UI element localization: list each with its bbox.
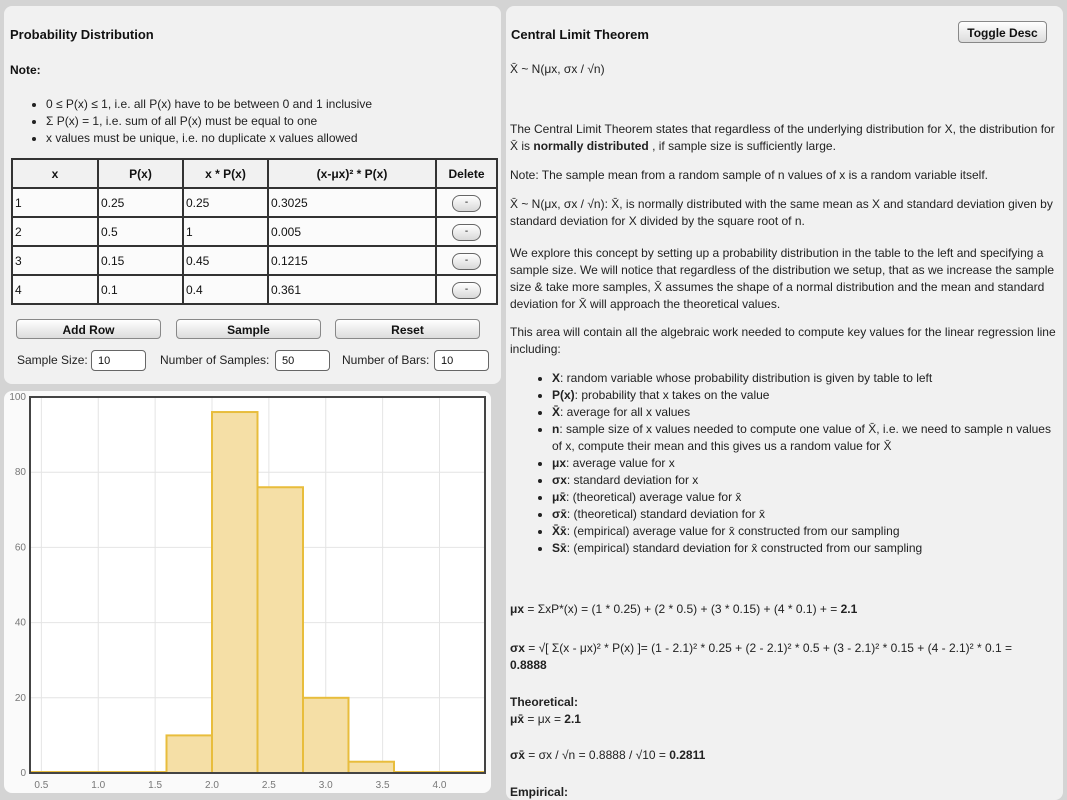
num-bars-label: Number of Bars:: [342, 353, 430, 367]
header-delete: Delete: [436, 159, 497, 188]
definition-desc: : probability that x takes on the value: [574, 388, 770, 402]
x-tick-label: 2.0: [205, 780, 219, 791]
delete-row-button[interactable]: -: [452, 282, 481, 299]
mu-xbar-value: 2.1: [564, 712, 581, 726]
add-row-button[interactable]: Add Row: [16, 319, 161, 339]
clt-area-text: This area will contain all the algebraic work needed to compute key values for the linear regression line including:: [510, 325, 1056, 356]
definition-term: μx: [552, 456, 567, 470]
definition-item: [552, 506, 1058, 523]
cell-x[interactable]: 2: [12, 217, 98, 246]
delete-row-button[interactable]: -: [452, 253, 481, 270]
sigma-xbar-symbol: σx̄: [510, 748, 525, 762]
header-px: P(x): [98, 159, 183, 188]
definition-term: σx̄: [552, 507, 567, 521]
reset-button[interactable]: Reset: [335, 319, 480, 339]
histogram-bar: [258, 487, 304, 773]
y-tick-label: 20: [14, 692, 26, 704]
cell-x[interactable]: 4: [12, 275, 98, 304]
cell-px[interactable]: 0.25: [98, 188, 183, 217]
cell-px[interactable]: 0.15: [98, 246, 183, 275]
mu-x-expression: = ΣxP*(x) = (1 * 0.25) + (2 * 0.5) + (3 * 0.15) + (4 * 0.1) + =: [524, 602, 841, 616]
x-tick-label: 3.0: [318, 780, 333, 791]
y-tick-label: 100: [9, 392, 26, 403]
table-row: [12, 217, 497, 246]
definition-desc: : average value for x: [566, 456, 675, 470]
definition-item: [552, 370, 1058, 387]
sigma-x-expression: = √[ Σ(x - μx)² * P(x) ]= (1 - 2.1)² * 0.25 + (2 - 2.1)² * 0.5 + (3 - 2.1)² * 0.15 + (4 - 2.1)² * 0.1 =: [524, 641, 1012, 655]
cell-xpx: 0.45: [183, 246, 268, 275]
clt-emphasis: normally distributed: [533, 139, 649, 153]
y-tick-label: 40: [14, 617, 26, 629]
histogram-bar: [303, 698, 349, 773]
x-tick-label: 1.5: [148, 780, 163, 791]
header-variance-term: (x-μx)² * P(x): [268, 159, 436, 188]
x-tick-label: 3.5: [375, 780, 390, 791]
histogram-bar: [167, 735, 213, 773]
note-item: • Σ P(x) = 1, i.e. sum of all P(x) must be equal to one: [46, 113, 372, 130]
definition-desc: : (empirical) average value for x̄ constructed from our sampling: [566, 524, 900, 538]
theoretical-label: Theoretical:: [510, 695, 579, 709]
y-tick-label: 80: [14, 467, 26, 479]
cell-px[interactable]: 0.5: [98, 217, 183, 246]
cell-xpx: 1: [183, 217, 268, 246]
x-tick-label: 4.0: [432, 780, 447, 791]
clt-title: Central Limit Theorem: [511, 27, 649, 42]
definition-item: [552, 489, 1058, 506]
definition-desc: : random variable whose probability distribution is given by table to left: [560, 371, 933, 385]
sigma-xbar-expression: = σx / √n = 0.8888 / √10 =: [524, 748, 670, 762]
mu-x-value: 2.1: [840, 602, 858, 616]
note-item: • 0 ≤ P(x) ≤ 1, i.e. all P(x) have to be between 0 and 1 inclusive: [46, 96, 372, 113]
definition-desc: : (theoretical) average value for x̄: [566, 490, 742, 504]
sigma-x-value: 0.8888: [510, 658, 547, 672]
cell-variance-term: 0.361: [268, 275, 436, 304]
definition-term: μx̄: [552, 490, 567, 504]
definition-desc: : sample size of x values needed to compute one value of X̄, i.e. we need to sample n values of x, compute their mean and this gives us a random value for X̄: [552, 422, 1051, 453]
definition-term: X̄: [552, 405, 561, 419]
cell-xpx: 0.4: [183, 275, 268, 304]
sigma-x-calc: [510, 640, 1058, 674]
definition-term: X̄x̄: [552, 524, 567, 538]
num-bars-input[interactable]: 10: [434, 350, 489, 371]
header-x: x: [12, 159, 98, 188]
clt-distribution-text: X̄ ~ N(μx, σx / √n): X̄, is normally distributed with the same mean as X and standard deviation given by standard deviation for X divided by the square root of n.: [510, 197, 1053, 228]
sigma-x-symbol: σx: [510, 641, 525, 655]
cell-xpx: 0.25: [183, 188, 268, 217]
definition-desc: : average for all x values: [560, 405, 691, 419]
notes-list: [30, 96, 372, 147]
x-tick-label: 1.0: [91, 780, 106, 791]
clt-text: , if sample size is sufficiently large.: [652, 139, 836, 153]
num-samples-label: Number of Samples:: [160, 353, 270, 367]
definition-term: n: [552, 422, 560, 436]
empirical-label: Empirical:: [510, 785, 569, 799]
definition-item: [552, 540, 1058, 557]
histogram-panel: [4, 391, 491, 793]
mu-x-calc: [510, 601, 1058, 618]
mu-xbar-symbol: μx̄: [510, 712, 525, 726]
definition-term: σx: [552, 473, 567, 487]
note-label: Note:: [10, 63, 41, 77]
theoretical-mu: [510, 711, 1058, 728]
histogram-bar: [212, 412, 258, 773]
distribution-table: [11, 158, 498, 305]
definition-desc: : (theoretical) standard deviation for x̄: [566, 507, 765, 521]
theoretical-sigma: [510, 747, 1058, 764]
cell-variance-term: 0.3025: [268, 188, 436, 217]
y-tick-label: 60: [14, 542, 26, 554]
clt-note: Note: The sample mean from a random sample of n values of x is a random variable itself.: [510, 168, 989, 182]
delete-row-button[interactable]: -: [452, 195, 481, 212]
table-row: [12, 246, 497, 275]
definition-item: [552, 421, 1058, 455]
header-xpx: x * P(x): [183, 159, 268, 188]
definition-desc: : (empirical) standard deviation for x̄ constructed from our sampling: [566, 541, 923, 555]
toggle-desc-button[interactable]: Toggle Desc: [958, 21, 1047, 43]
cell-px[interactable]: 0.1: [98, 275, 183, 304]
clt-paragraph: [510, 121, 1058, 155]
definition-term: Sx̄: [552, 541, 567, 555]
cell-variance-term: 0.005: [268, 217, 436, 246]
definitions-list: [510, 370, 1058, 557]
definition-term: P(x): [552, 388, 575, 402]
definition-item: [552, 387, 1058, 404]
cell-x[interactable]: 1: [12, 188, 98, 217]
definition-term: X: [552, 371, 561, 385]
cell-variance-term: 0.1215: [268, 246, 436, 275]
delete-row-button[interactable]: -: [452, 224, 481, 241]
histogram-bar: [349, 762, 395, 773]
definition-desc: : standard deviation for x: [566, 473, 699, 487]
panel-title: Probability Distribution: [10, 27, 154, 42]
definition-item: [552, 404, 1058, 421]
sigma-xbar-value: 0.2811: [669, 748, 706, 762]
note-item: • x values must be unique, i.e. no duplicate x values allowed: [46, 130, 372, 147]
histogram-chart: [4, 391, 491, 793]
sample-size-label: Sample Size:: [17, 353, 88, 367]
clt-text: The Central Limit Theorem states that regardless of the underlying distribution for X, the distribution for X̄ is: [510, 122, 1055, 153]
clt-explore-text: We explore this concept by setting up a probability distribution in the table to the left and specifying a sample size. We will notice that regardless of the distribution we setup, that as we increase the sample size & take more samples, X̄ assumes the shape of a normal distribution and the mean and standard deviation for X̄ will approach the theoretical values.: [510, 246, 1055, 311]
clt-formula: X̄ ~ N(μx, σx / √n): [510, 62, 605, 76]
table-row: [12, 188, 497, 217]
mu-x-symbol: μx: [510, 602, 525, 616]
sample-size-input[interactable]: 10: [91, 350, 146, 371]
y-tick-label: 0: [20, 768, 26, 779]
x-tick-label: 0.5: [34, 780, 49, 791]
table-row: [12, 275, 497, 304]
definition-item: [552, 455, 1058, 472]
clt-panel: [506, 6, 1063, 800]
num-samples-input[interactable]: 50: [275, 350, 330, 371]
x-tick-label: 2.5: [261, 780, 276, 791]
sample-button[interactable]: Sample: [176, 319, 321, 339]
definition-item: [552, 472, 1058, 489]
cell-x[interactable]: 3: [12, 246, 98, 275]
definition-item: [552, 523, 1058, 540]
mu-xbar-expression: = μx =: [524, 712, 565, 726]
